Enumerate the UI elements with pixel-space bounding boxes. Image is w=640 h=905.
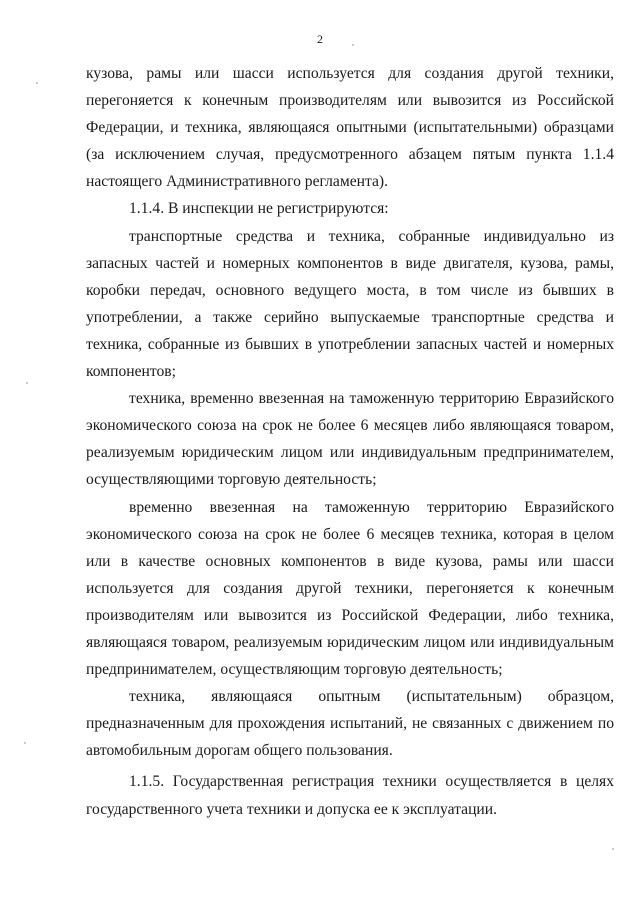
paragraph-continuation: кузова, рамы или шасси используется для создания другой техники, перегоняется к конечным производителям или вывозится из Российской Федерации, и техника, являющаяся опытными (испытательными) образцами (за исключением случая, предусмотренного абзацем пятым пункта 1.1.4 настоящего Административного регламента). xyxy=(86,65,614,191)
scan-speck xyxy=(26,382,28,384)
paragraph-list-item: техника, являющаяся опытным (испытательным) образцом, предназначенным для прохождения испытаний, не связанных с движением по автомобильным дорогам общего пользования. xyxy=(86,688,614,760)
paragraph-list-item: временно ввезенная на таможенную территорию Евразийского экономического союза на срок не более 6 месяцев техника, которая в целом или в качестве основных компонентов в виде кузова, рамы или шасси используется для создания другой техники, перегоняется к конечным производителям или вывозится из Российской Федерации, либо техника, являющаяся товаром, реализуемым юридическим лицом или индивидуальным предпринимателем, осуществляющим торговую деятельность; xyxy=(86,498,614,679)
scan-speck xyxy=(36,82,38,84)
page-number: 2 xyxy=(317,32,323,46)
paragraph-list-item: техника, временно ввезенная на таможенную территорию Евразийского экономического союза на срок не более 6 месяцев либо являющаяся товаром, реализуемым юридическим лицом или индивидуальным предпринимателем, осуществляющими торговую деятельность; xyxy=(86,390,614,489)
scan-speck xyxy=(612,848,614,850)
paragraph-section: 1.1.5. Государственная регистрация техники осуществляется в целях государственного учета техники и допуска ее к эксплуатации. xyxy=(86,773,614,818)
document-body xyxy=(86,60,614,823)
paragraph-list-item: транспортные средства и техника, собранные индивидуально из запасных частей и номерных компонентов в виде двигателя, кузова, рамы, коробки передач, основного ведущего моста, в том числе из бывших в употреблении, а также серийно выпускаемые транспортные средства и техника, собранные из бывших в употреблении запасных частей и номерных компонентов; xyxy=(86,227,614,381)
scan-speck xyxy=(352,44,354,46)
paragraph-section-heading: 1.1.4. В инспекции не регистрируются: xyxy=(129,200,389,218)
scan-speck xyxy=(24,742,26,744)
